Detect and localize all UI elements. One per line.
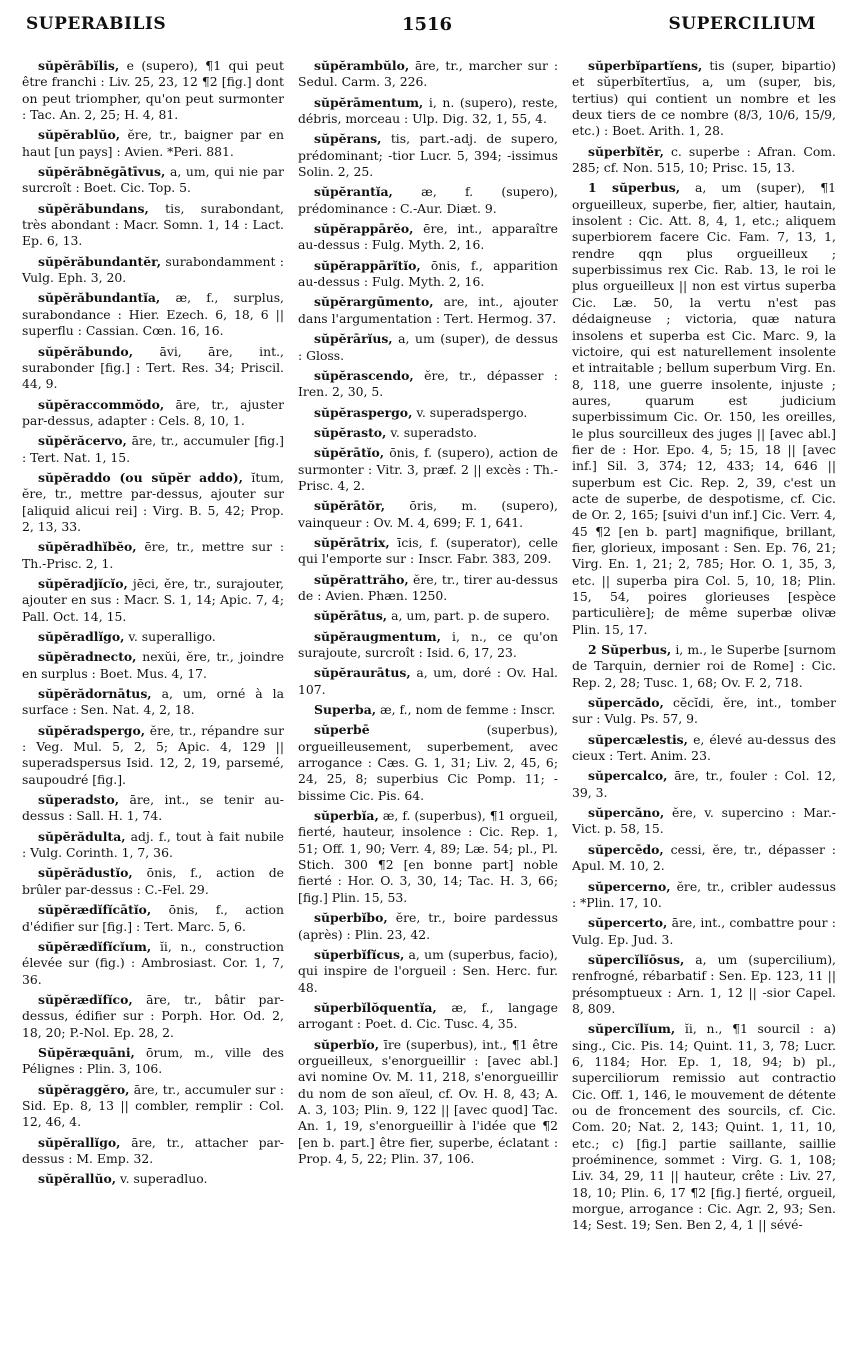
entry-definition: e (supero), ¶1 qui peut être franchi : Liv. 25, 23, 12 ¶2 [fig.] dont on peut triompher, qu'on peut surmonter : Tac. An. 2, 25; H. 4, 81. [22,58,284,123]
entry-definition: tis (super, bipartio) et sŭperbĭtertĭus, a, um (super, bis, tertius) qui contient un nombre et les deux tiers de ce nombre (8/3, 10/6, 15/9, etc.) : Boet. Arith. 1, 28. [572,58,836,139]
entry-headword: sŭpercĭlĭum, [588,1021,676,1037]
entry-definition: æ, f., nom de femme : Inscr. [380,702,556,718]
dictionary-entry [22,433,284,466]
dictionary-entry [572,842,836,875]
dictionary-entry [298,535,558,568]
entry-definition: tis, part.-adj. de supero, prédominant; -tior Lucr. 5, 394; -issimus Solin. 2, 25. [298,131,558,180]
entry-definition: ĕre, tr., dépasser : Iren. 2, 30, 5. [298,367,558,400]
entry-headword: sŭpĕrātus, [314,608,388,624]
entry-definition: v. superadspergo. [416,404,528,420]
entry-headword: sŭpĕrantĭa, [314,184,393,200]
entry-headword: sŭpĕraddo (ou sŭpĕr addo), [38,469,243,485]
entry-headword: sŭperbĭa, [314,808,379,824]
column-1 [22,58,284,1358]
dictionary-entry [298,58,558,91]
dictionary-entry [22,164,284,197]
dictionary-entry [572,1021,836,1233]
dictionary-entry [22,397,284,430]
entry-definition: cĕcĭdi, ĕre, int., tomber sur : Vulg. Ps. 57, 9. [572,695,836,727]
entry-headword: sŭpĕraccommŏdo, [38,396,165,412]
dictionary-entry [22,723,284,788]
dictionary-entry [22,254,284,287]
dictionary-entry [572,915,836,948]
entry-headword: sŭpercĭlĭōsus, [588,951,685,967]
dictionary-entry [298,629,558,662]
dictionary-entry [22,539,284,572]
dictionary-entry [22,344,284,393]
dictionary-entry [22,686,284,719]
entry-definition: āre, tr., bâtir par-dessus, édifier sur : Porph. Hor. Od. 2, 18, 20; P.-Nol. Ep. 28, 2. [22,991,284,1040]
dictionary-entry [298,184,558,217]
entry-headword: sŭpĕrātĭo, [314,445,385,461]
entry-definition: ĕre, tr., tirer au-dessus de : Avien. Phæn. 1250. [298,571,558,603]
entry-headword: sŭpĕrăcervo, [38,433,127,449]
entry-definition: (superbus), orgueilleusement, superbement, avec arrogance : Cæs. G. 1, 31; Liv. 2, 45, 6; 24, 25, 8; superbius Cic Pomp. 11; -bissime Cic. Pis. 64. [298,722,558,803]
dictionary-entry [298,425,558,441]
entry-headword: sŭperbĭo, [314,1036,380,1052]
entry-definition: ĕre, tr., répandre sur : Veg. Mul. 5, 2, 5; Apic. 4, 129 || superadspersus Isid. 12, 2, 19, parsemé, saupoudré [fig.]. [22,722,284,787]
dictionary-entry [298,498,558,531]
entry-definition: i, n. (supero), reste, débris, morceau : Ulp. Dig. 32, 1, 55, 4. [298,94,558,127]
entry-headword: sŭpĕrātŏr, [314,498,386,514]
entry-headword: sŭpĕrædĭfĭco, [38,991,133,1007]
entry-definition: āvi, āre, int., surabonder [fig.] : Tert. Res. 34; Priscil. 44, 9. [22,343,284,392]
entry-definition: ōris, m. (supero), vainqueur : Ov. M. 4, 699; F. 1, 641. [298,498,558,530]
entry-definition: æ, f. (superbus), ¶1 orgueil, fierté, hauteur, insolence : Cic. Rep. 1, 51; Off. 1, 90; Verr. 4, 89; Læ. 54; pl., Pl. Stich. 300 ¶2 [en bonne part] noble fierté : Hor. O. 3, 30, 14; Tac. H. 3, 66; [fig.] Plin. 15, 53. [298,808,558,905]
dictionary-entry [298,1037,558,1168]
entry-definition: āre, int., combattre pour : Vulg. Ep. Jud. 3. [572,915,836,947]
entry-headword: sŭpĕrablŭo, [38,127,121,143]
dictionary-entry [298,702,558,718]
dictionary-entry [298,1000,558,1033]
dictionary-entry [22,576,284,625]
entry-definition: æ, f., langage arrogant : Poet. d. Cic. Tusc. 4, 35. [298,999,558,1032]
entry-headword: sŭpĕrăbundantĭa, [38,290,161,306]
entry-definition: ēre, tr., mettre sur : Th.-Prisc. 2, 1. [22,539,284,571]
entry-headword: sŭpĕradnecto, [38,649,137,665]
dictionary-entry [298,405,558,421]
dictionary-entry [572,144,836,177]
entry-definition: ĕre, tr., baigner par en haut [un pays] : Avien. *Peri. 881. [22,127,284,159]
entry-headword: sŭpĕrattrăho, [314,571,409,587]
dictionary-entry [298,608,558,624]
dictionary-entry [298,368,558,401]
entry-headword: Superba, [314,702,377,718]
dictionary-entry [22,470,284,535]
dictionary-entry [22,939,284,988]
dictionary-entry [298,572,558,605]
entry-definition: ōnis, f., action d'édifier sur [fig.] : Tert. Marc. 5, 6. [22,902,284,934]
entry-headword: sŭperbĭpartĭens, [588,58,703,73]
entry-headword: sŭpercalco, [588,768,668,784]
entry-headword: sŭpĕrābĭlis, [38,58,120,73]
entry-definition: ĕre, tr., boire pardessus (après) : Plin. 23, 42. [298,910,558,942]
dictionary-entry [22,201,284,250]
entry-headword: sŭpercælestis, [588,731,688,747]
entry-definition: a, um, part. p. de supero. [391,608,550,624]
entry-definition: ōnis, f., action de brûler par-dessus : C.-Fel. 29. [22,865,284,897]
entry-definition: æ, f. (supero), prédominance : C.-Aur. Diæt. 9. [298,184,558,216]
entry-headword: sŭpĕrædĭfĭcātĭo, [38,902,152,918]
entry-definition: nexŭi, ĕre, tr., joindre en surplus : Boet. Mus. 4, 17. [22,649,284,681]
entry-definition: āre, tr., accumuler [fig.] : Tert. Nat. 1, 15. [22,433,284,465]
entry-headword: sŭperbĭbo, [314,910,388,926]
entry-headword: sŭpĕrappārĭtĭo, [314,257,421,273]
entry-definition: a, um (superbus, facio), qui inspire de l'orgueil : Sen. Herc. fur. 48. [298,946,558,995]
dictionary-entry [22,992,284,1041]
header-last-word: SUPERCILIUM [668,14,816,34]
entry-headword: sŭpĕrădulta, [38,828,126,844]
entry-headword: sŭpĕrallŭo, [38,1171,117,1187]
entry-headword: sŭpercăno, [588,805,665,821]
dictionary-entry [22,1171,284,1187]
dictionary-entry [298,258,558,291]
entry-headword: sŭpĕrădustĭo, [38,865,133,881]
entry-headword: sŭpĕradhĭbĕo, [38,539,137,555]
entry-headword: sŭpĕraugmentum, [314,628,441,644]
entry-definition: v. superadluo. [120,1171,208,1187]
entry-definition: a, um (super), de dessus : Gloss. [298,331,558,363]
dictionary-entry [22,629,284,645]
entry-definition: ōrum, m., ville des Pélignes : Plin. 3, 106. [22,1044,284,1077]
entry-definition: āre, tr., marcher sur : Sedul. Carm. 3, 226. [298,58,558,90]
entry-definition: āre, tr., attacher par-dessus : M. Emp. 32. [22,1134,284,1166]
entry-definition: a, um, qui nie par surcroît : Boet. Cic. Top. 5. [22,164,284,196]
entry-definition: v. superalligo. [128,629,216,644]
dictionary-entry [298,808,558,906]
page-number: 1516 [401,14,453,35]
entry-definition: āre, tr., fouler : Col. 12, 39, 3. [572,768,836,800]
entry-definition: e, élevé au-dessus des cieux : Tert. Anim. 23. [572,731,836,764]
entry-headword: sŭpĕrātrix, [314,534,390,550]
dictionary-entry [22,290,284,339]
entry-headword: sŭpĕradlĭgo, [38,629,125,644]
entry-definition: ĕre, tr., cribler audessus : *Plin. 17, 10. [572,878,836,910]
entry-headword: sŭpĕrăbundo, [38,343,134,359]
dictionary-entry [22,792,284,825]
entry-definition: īre (superbus), int., ¶1 être orgueilleux, s'enorgueillir : [avec abl.] avi nomine Ov. M. 11, 218, s'enorgueillir du nom de son aïeul, cf. Ov. H. 8, 43; A. A. 3, 103; Plin. 9, 122 || [avec quod] Tac. An. 1, 19, s'enorgueillir à l'idée que ¶2 [en b. part.] être fier, superbe, éclatant : Prop. 4, 5, 22; Plin. 37, 106. [298,1036,558,1166]
dictionary-entry [298,910,558,943]
entry-definition: ēre, int., apparaître au-dessus : Fulg. Myth. 2, 16. [298,221,558,253]
entry-definition: āre, tr., ajuster par-dessus, adapter : Cels. 8, 10, 1. [22,396,284,428]
entry-headword: sŭpĕrăbundantĕr, [38,253,162,269]
dictionary-entry [572,180,836,638]
dictionary-entry [298,947,558,996]
dictionary-entry [22,127,284,160]
entry-headword: sŭpercēdo, [588,841,664,857]
entry-definition: tis, surabondant, très abondant : Macr. Somn. 1, 14 : Lact. Ep. 6, 13. [22,200,284,249]
entry-definition: surabondamment : Vulg. Eph. 3, 20. [22,253,284,286]
dictionary-entry [22,1135,284,1168]
entry-definition: a, um, doré : Ov. Hal. 107. [298,665,558,697]
entry-definition: īcis, f. (superator), celle qui l'emporte sur : Inscr. Fabr. 383, 209. [298,534,558,567]
entry-headword: sŭpĕrăbundans, [38,200,149,216]
dictionary-entry [298,331,558,364]
entry-headword: sŭperadsto, [38,792,120,808]
entry-definition: ĭi, n., ¶1 sourcil : a) sing., Cic. Pis. 14; Quint. 11, 3, 78; Lucr. 6, 1184; Hor. Ep. 1, 18, 94; b) pl., superciliorum remissio aut contractio Cic. Off. 1, 146, le mouvement de détente ou de froncement des sourcils, cf. Cic. Com. 20; Nat. 2, 143; Quint. 1, 11, 10, etc.; c) [fig.] partie saillante, saillie proéminence, sommet : Virg. G. 1, 108; Liv. 34, 29, 11 || hauteur, crête : Liv. 27, 18, 10; Plin. 6, 17 ¶2 [fig.] fierté, orgueil, morgue, arrogance : Cic. Agr. 2, 93; Sen. 14; Sest. 19; Sen. Ben 2, 4, 1 || sévé- [572,1021,836,1233]
dictionary-entry [22,1045,284,1078]
entry-definition: v. superadsto. [390,424,478,440]
dictionary-entry [298,131,558,180]
entry-definition: jēci, ĕre, tr., surajouter, ajouter en sus : Macr. S. 1, 14; Apic. 7, 4; Pall. Oct. 14, 15. [22,575,284,624]
entry-headword: sŭpĕrārĭus, [314,331,393,347]
dictionary-entry [572,805,836,838]
entry-definition: ōnis, f., apparition au-dessus : Fulg. Myth. 2, 16. [298,257,558,290]
entry-headword: sŭpĕraurātus, [314,665,411,681]
dictionary-entry [298,95,558,128]
entry-definition: a, um (super), ¶1 orgueilleux, superbe, fier, altier, hautain, insolent : Cic. Att. 8, 4, 1, etc.; aliquem superbiorem facere Cic. Fam. 7, 13, 1, rendre qqn plus orgueilleux ; superbissimus rex Cic. Rab. 13, le roi le plus orgueilleux || non est virtus superba Cic. Læ. 50, la vertu n'est pas dédaigneuse ; victoria, quæ natura insolens et superba est Cic. Marc. 9, la victoire, qui est naturellement insolente et intraitable ; bellum superbum Virg. En. 8, 118, une guerre insolente, injuste ; aures, quarum est judicium superbissimum Cic. Or. 150, les oreilles, le plus sourcilleux des juges || [avec abl.] fier de : Hor. Epo. 4, 5; 15, 18 || [avec inf.] Sil. 3, 374; 12, 433; 14, 646 || superbum est Cic. Rep. 2, 39, c'est un acte de superbe, de despotisme, cf. Cic. de Or. 2, 165; [suivi d'un inf.] Cic. Verr. 4, 45 ¶2 [en b. part] magnifique, brillant, fier, glorieux, imposant : Sen. Ep. 76, 21; Virg. En. 1, 21; 2, 785; Hor. O. 1, 35, 3, etc. || superba pira Col. 5, 10, 18; Plin. 15, 54, poires glorieuses [espèce particulière]; de même superbæ olivæ Plin. 15, 17. [572,180,836,637]
entry-definition: ĭi, n., construction élevée sur (fig.) : Ambrosiast. Cor. 1, 7, 36. [22,938,284,987]
dictionary-entry [298,445,558,494]
dictionary-entry [572,695,836,728]
column-2 [298,58,558,1358]
entry-definition: i, n., ce qu'on surajoute, surcroît : Isid. 6, 17, 23. [298,628,558,660]
entry-headword: sŭpĕraggĕro, [38,1081,130,1097]
entry-definition: āre, int., se tenir au-dessus : Sall. H. 1, 74. [22,792,284,824]
dictionary-entry [298,665,558,698]
entry-headword: sŭpĕradspergo, [38,722,146,738]
dictionary-entry [572,768,836,801]
entry-headword: sŭpĕrasto, [314,424,387,440]
dictionary-entry [22,58,284,123]
entry-headword: sŭpĕrăbnĕgātīvus, [38,164,166,180]
dictionary-entry [298,221,558,254]
entry-definition: a, um, orné à la surface : Sen. Nat. 4, 2, 18. [22,686,284,718]
entry-definition: adj. f., tout à fait nubile : Vulg. Corinth. 1, 7, 36. [22,828,284,861]
entry-headword: sŭperbĭlŏquentĭa, [314,999,437,1015]
entry-headword: sŭpĕrascendo, [314,367,414,383]
dictionary-entry [572,642,836,691]
entry-headword: sŭperbĭtĕr, [588,143,664,159]
dictionary-entry [22,902,284,935]
entry-definition: are, int., ajouter dans l'argumentation : Tert. Hermog. 37. [298,294,558,326]
entry-definition: āre, tr., accumuler sur : Sid. Ep. 8, 13 || combler, remplir : Col. 12, 46, 4. [22,1081,284,1130]
entry-headword: sŭpĕrallĭgo, [38,1134,121,1150]
dictionary-entry [572,58,836,140]
page-header [0,14,854,42]
dictionary-entry [298,294,558,327]
entry-headword: sŭpĕrædĭfĭcĭum, [38,938,152,954]
dictionary-entry [572,879,836,912]
header-first-word: SUPERABILIS [26,14,167,34]
entry-headword: 2 Sŭperbus, [588,642,672,658]
entry-headword: sŭpĕrappārĕo, [314,221,414,237]
entry-headword: Sŭpĕræquāni, [38,1044,135,1060]
entry-headword: sŭpĕradjĭcĭo, [38,575,128,591]
entry-headword: sŭperbĭfĭcus, [314,946,405,962]
entry-headword: sŭpĕrāmentum, [314,94,424,110]
entry-headword: sŭpercerto, [588,915,668,931]
entry-definition: ĕre, v. supercino : Mar.-Vict. p. 58, 15. [572,805,836,837]
dictionary-entry [298,722,558,804]
entry-headword: sŭpĕrambŭlo, [314,58,410,73]
column-3 [572,58,836,1358]
entry-headword: sŭpĕrargūmento, [314,294,434,310]
entry-headword: sŭpercădo, [588,695,664,711]
dictionary-entry [22,649,284,682]
entry-definition: a, um (supercilium), renfrogné, rébarbatif : Sen. Ep. 123, 11 || présomptueux : Arn. 1, 12 || -sior Capel. 8, 809. [572,951,836,1016]
entry-definition: c. superbe : Afran. Com. 285; cf. Non. 515, 10; Prisc. 15, 13. [572,143,836,176]
entry-headword: sŭpĕraspergo, [314,404,413,420]
entry-definition: æ, f., surplus, surabondance : Hier. Ezech. 6, 18, 6 || superflu : Cassian. Cœn. 16, 16. [22,290,284,339]
entry-headword: sŭperbē [314,722,370,738]
dictionary-entry [22,829,284,862]
entry-headword: sŭpĕrădornātus, [38,686,152,702]
entry-headword: sŭpercerno, [588,878,671,894]
entry-definition: ōnis, f. (supero), action de surmonter : Vitr. 3, præf. 2 || excès : Th.-Prisc. 4, 2. [298,445,558,493]
entry-definition: cessi, ĕre, tr., dépasser : Apul. M. 10, 2. [572,841,836,874]
dictionary-entry [22,1082,284,1131]
entry-headword: 1 sŭperbus, [588,180,681,196]
dictionary-entry [572,952,836,1017]
entry-headword: sŭpĕrans, [314,131,382,147]
entry-definition: ĭtum, ĕre, tr., mettre par-dessus, ajouter sur [aliquid alicui rei] : Virg. B. 5, 42; Prop. 2, 13, 33. [22,469,284,534]
dictionary-entry [572,732,836,765]
entry-definition: i, m., le Superbe [surnom de Tarquin, dernier roi de Rome] : Cic. Rep. 2, 28; Tusc. 1, 68; Ov. F. 2, 718. [572,642,836,690]
dictionary-entry [22,865,284,898]
